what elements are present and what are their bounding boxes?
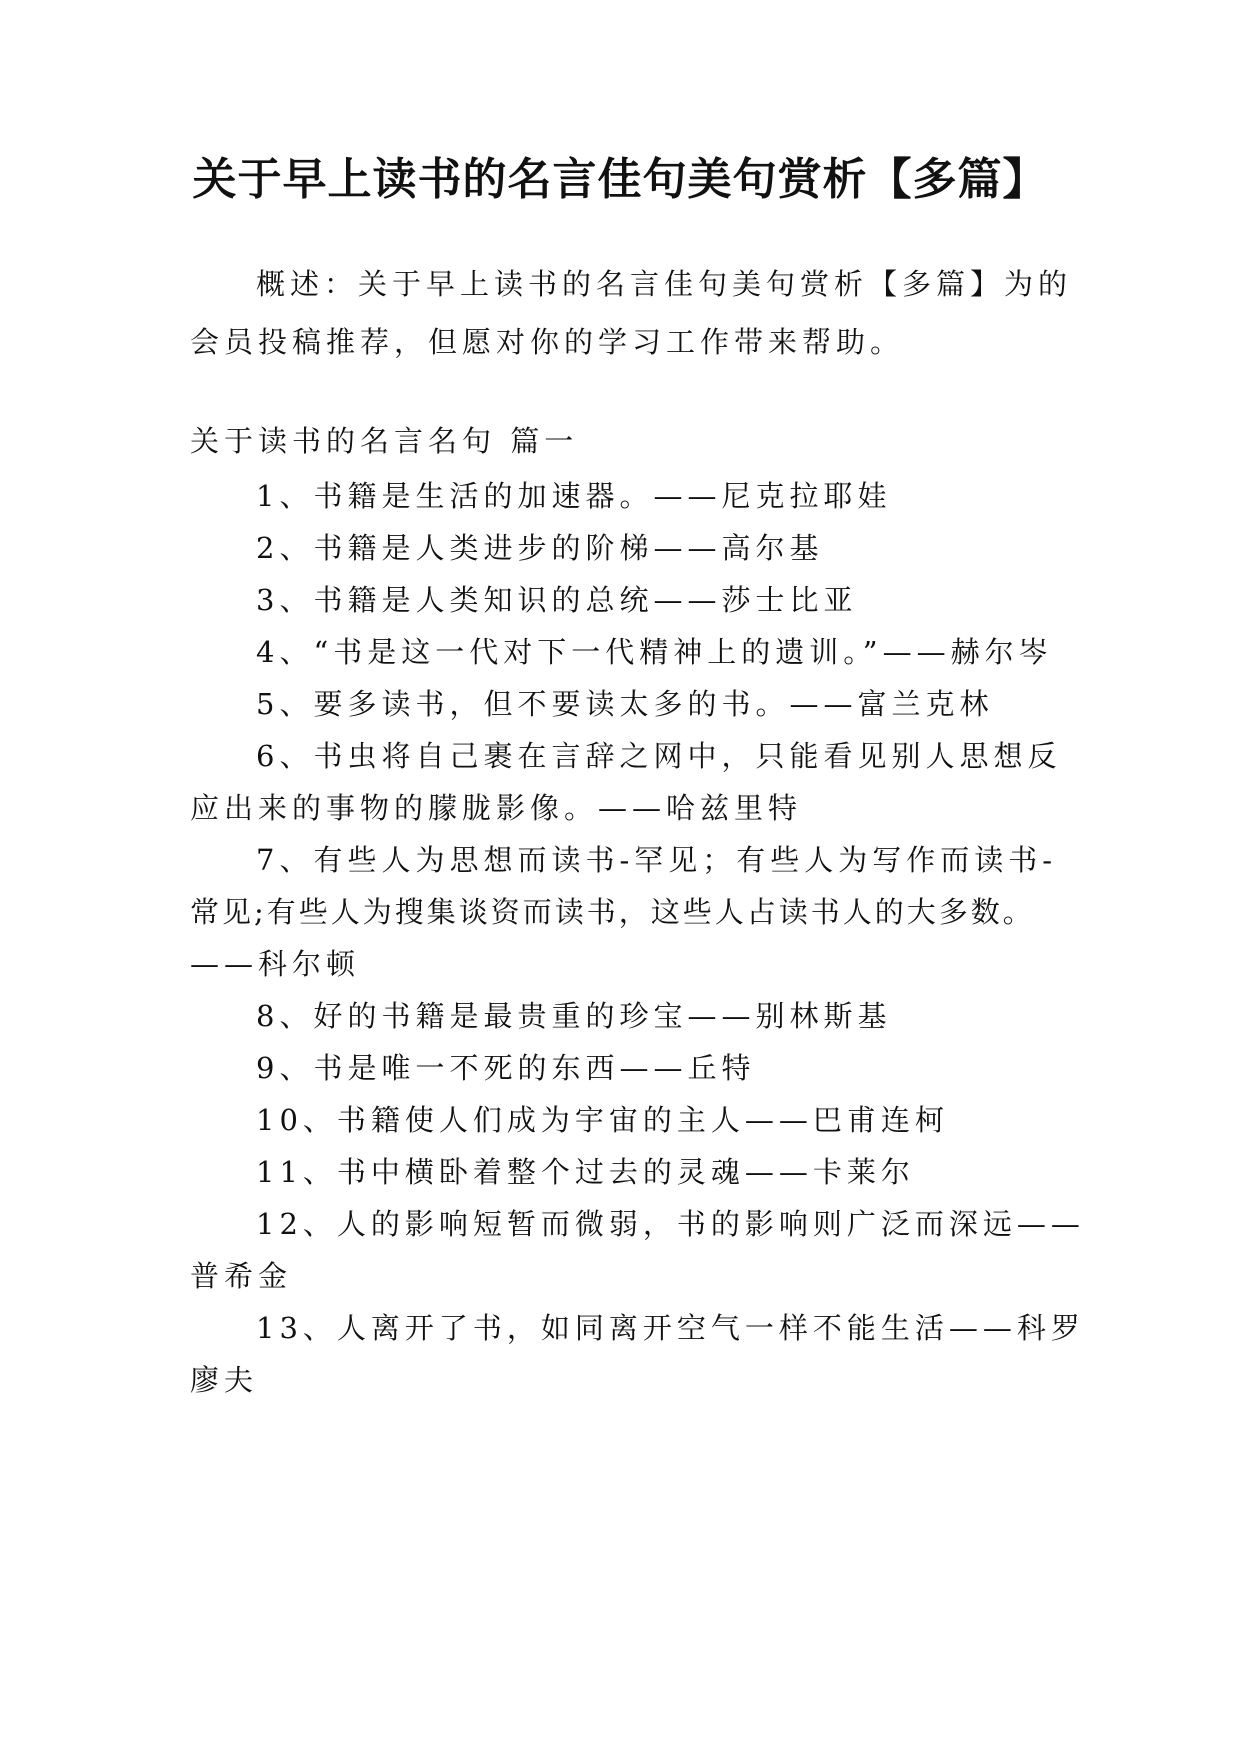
quote-line: 常见;有些人为搜集谈资而读书，这些人占读书人的大多数。 (190, 895, 1035, 929)
quote-line: 应出来的事物的朦胧影像。——哈兹里特 (190, 791, 803, 825)
quote-line: 6、书虫将自己裹在言辞之网中，只能看见别人思想反 (256, 739, 1062, 773)
quote-line: 普希金 (190, 1259, 293, 1293)
quote-line: 10、书籍使人们成为宇宙的主人——巴甫连柯 (256, 1103, 949, 1137)
quote-line: 4、“书是这一代对下一代精神上的遗训。”——赫尔岑 (256, 635, 1053, 669)
document-title: 关于早上读书的名言佳句美句赏析【多篇】 (192, 154, 1048, 205)
quote-line: 廖夫 (190, 1363, 259, 1397)
section-heading: 关于读书的名言名句 篇一 (190, 424, 579, 458)
quote-line: 13、人离开了书，如同离开空气一样不能生活——科罗 (256, 1311, 1085, 1345)
quote-line: 5、要多读书，但不要读太多的书。——富兰克林 (256, 687, 994, 721)
quote-line: ——科尔顿 (190, 947, 361, 981)
summary-line: 会员投稿推荐，但愿对你的学习工作带来帮助。 (190, 325, 905, 359)
quote-line: 11、书中横卧着整个过去的灵魂——卡莱尔 (256, 1155, 915, 1189)
summary-line: 概述：关于早上读书的名言佳句美句赏析【多篇】为的 (256, 267, 1073, 301)
quote-line: 9、书是唯一不死的东西——丘特 (256, 1051, 756, 1085)
quote-line: 8、好的书籍是最贵重的珍宝——别林斯基 (256, 999, 892, 1033)
quote-line: 7、有些人为思想而读书-罕见；有些人为写作而读书- (256, 843, 1058, 877)
quote-line: 1、书籍是生活的加速器。——尼克拉耶娃 (256, 479, 892, 513)
quote-line: 12、人的影响短暂而微弱，书的影响则广泛而深远—— (256, 1207, 1085, 1241)
quote-line: 2、书籍是人类进步的阶梯——高尔基 (256, 531, 824, 565)
quote-line: 3、书籍是人类知识的总统——莎士比亚 (256, 583, 858, 617)
